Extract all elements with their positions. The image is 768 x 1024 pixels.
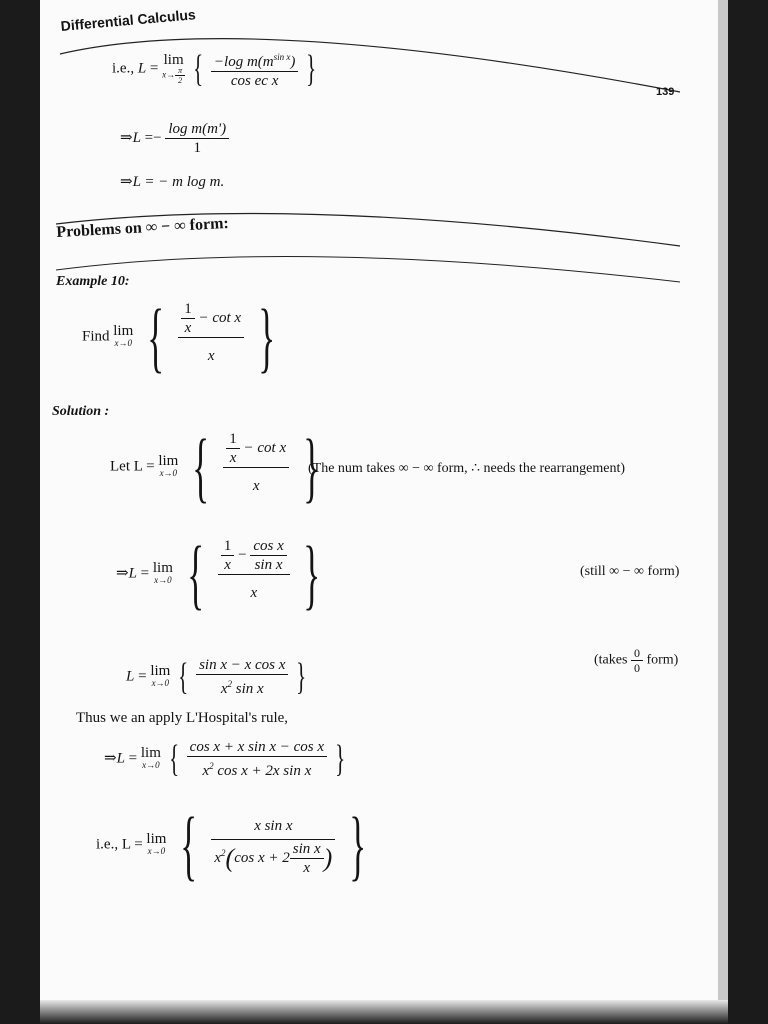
note-rearrangement: (The num takes ∞ − ∞ form, ∴ needs the rearrangement) <box>308 461 626 476</box>
outer-fraction: $\frac{1}{x}$ − cot x x <box>178 300 244 374</box>
eq-step-log: ⇒L =− $\frac{\text{log m(m')}}{1}$ <box>120 120 229 157</box>
fraction-1 <box>211 48 298 90</box>
equals-sign: = <box>149 60 159 77</box>
page-number: 139 <box>656 86 675 98</box>
lhopital-sentence: Thus we an apply L'Hospital's rule, <box>76 710 289 726</box>
right-brace: } <box>258 293 275 380</box>
eq-final-result: ⇒L = − m log m. <box>120 174 225 190</box>
example-label: Example 10: <box>56 274 130 289</box>
left-brace: { <box>193 48 204 90</box>
find-text: Find <box>82 328 110 345</box>
limit-operator: lim x→0 <box>113 323 134 348</box>
implies-sign: ⇒ <box>120 129 133 146</box>
right-brace: } <box>306 48 317 90</box>
running-header: Differential Calculus <box>60 6 197 34</box>
solution-label: Solution : <box>52 404 110 419</box>
fraction-2: $\frac{\text{log m(m')}}{1}$ <box>165 120 229 157</box>
solution-step-5: i.e., L = lim x→0 { x sin x $x^2(\cos$ x + 2 $\frac{\text{sin x}}{x}$ ) } <box>96 801 367 888</box>
section-title: Problems on ∞ − ∞ form: <box>56 214 230 241</box>
lim-text: lim <box>163 51 184 68</box>
eq-ie-limit <box>112 48 320 90</box>
note-still-form: (still ∞ − ∞ form) <box>580 564 680 579</box>
lim-subscript: x→ $\frac{\pi}{2}$ <box>162 66 185 85</box>
var-L: L <box>137 60 147 77</box>
solution-step-2: ⇒L = lim x→0 { $\frac{1}{x}$ − $\frac{\text{cos x}}{\text{sin x}}$ x } <box>116 530 321 617</box>
numerator: −log $m(m^{sin x})$ <box>211 48 298 72</box>
ie-label: i.e., <box>112 60 135 77</box>
solution-step-3: L = lim x→0 { $\frac{\text{sin x − x cos x}}{x^2 \sin x}$ } <box>126 656 307 698</box>
solution-step-1: Let L = lim x→0 { $\frac{1}{x}$ − cot x x } <box>110 423 321 510</box>
left-brace: { <box>147 293 165 380</box>
limit-operator <box>162 51 185 85</box>
denominator: cos ec x <box>230 73 279 89</box>
section-rule-bottom <box>56 257 680 282</box>
example-expression <box>82 293 285 380</box>
note-takes-zero-form: (takes $\frac{0}{0}$ form) <box>594 646 679 675</box>
solution-step-4: ⇒L = lim x→0 { $\frac{\text{cos x + x sin x − cos x}}{x^2 \cos x + 2x \sin x}$ } <box>104 738 345 780</box>
